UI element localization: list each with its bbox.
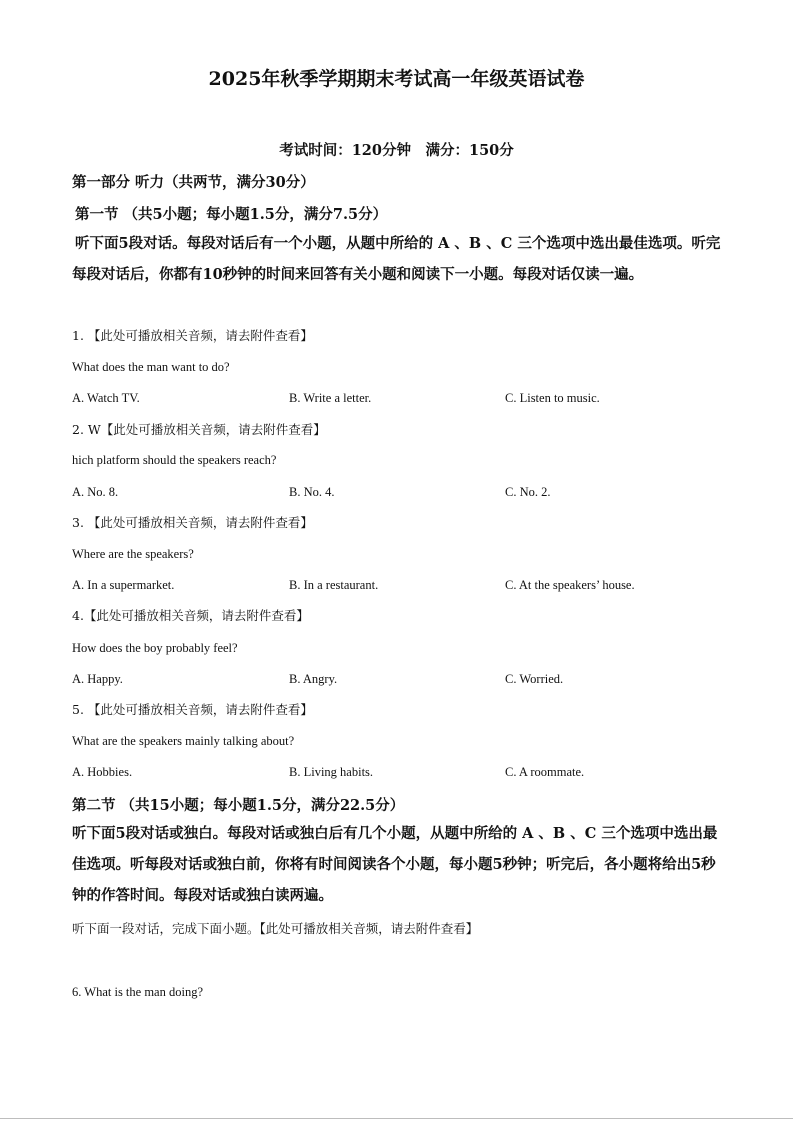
exam-info: 考试时间：120分钟 满分：150分	[279, 142, 514, 159]
q1-option-c: C. Listen to music.	[505, 391, 600, 405]
q3-option-a: A. In a supermarket.	[72, 578, 175, 592]
q4-option-c: C. Worried.	[505, 672, 564, 686]
q1-option-b: B. Write a letter.	[289, 391, 372, 405]
q4-audio-note: 4.【此处可播放相关音频，请去附件查看】	[72, 608, 309, 623]
q5-option-b: B. Living habits.	[289, 765, 374, 779]
q2-stem: hich platform should the speakers reach?	[72, 453, 277, 467]
q4-option-b: B. Angry.	[289, 672, 338, 686]
q1-stem: What does the man want to do?	[72, 360, 230, 374]
q4-option-a: A. Happy.	[72, 672, 123, 686]
part1-heading: 第一部分 听力（共两节，满分30分）	[72, 174, 315, 191]
section1-heading: 第一节 （共5小题；每小题1.5分，满分7.5分）	[75, 206, 388, 223]
q3-stem: Where are the speakers?	[72, 547, 194, 561]
q4-stem: How does the boy probably feel?	[72, 641, 238, 655]
q3-audio-note: 3. 【此处可播放相关音频，请去附件查看】	[72, 515, 313, 530]
q2-option-c: C. No. 2.	[505, 485, 551, 499]
section1-instructions: 听下面5段对话。每段对话后有一个小题，从题中所给的 A 、B 、C 三个选项中选出最佳选项。听完每段对话后，你都有10秒钟的时间来回答有关小题和阅读下一小题。每段对话仅读一遍。	[72, 235, 721, 283]
q5-stem: What are the speakers mainly talking about?	[72, 734, 295, 748]
q2-option-b: B. No. 4.	[289, 485, 335, 499]
listen-prompt: 听下面一段对话，完成下面小题。【此处可播放相关音频，请去附件查看】	[72, 921, 479, 936]
q3-option-c: C. At the speakers’ house.	[505, 578, 635, 592]
page-title: 2025年秋季学期期末考试高一年级英语试卷	[208, 68, 585, 90]
section2-heading: 第二节 （共15小题；每小题1.5分，满分22.5分）	[72, 797, 405, 814]
q5-audio-note: 5. 【此处可播放相关音频，请去附件查看】	[72, 702, 313, 717]
q5-option-a: A. Hobbies.	[72, 765, 133, 779]
q2-audio-note: 2. W【此处可播放相关音频，请去附件查看】	[72, 422, 326, 437]
q1-option-a: A. Watch TV.	[72, 391, 140, 405]
q6-stem: 6. What is the man doing?	[72, 985, 203, 999]
q2-option-a: A. No. 8.	[72, 485, 119, 499]
q1-audio-note: 1. 【此处可播放相关音频，请去附件查看】	[72, 328, 313, 343]
section2-instructions: 听下面5段对话或独白。每段对话或独白后有几个小题，从题中所给的 A 、B 、C 三个选项中选出最佳选项。听每段对话或独白前，你将有时间阅读各个小题，每小题5秒钟；听完后，各小题将给出5秒钟的作答时间。每段对话或独白读两遍。	[72, 825, 718, 904]
page-bottom-rule	[0, 1118, 793, 1119]
q3-option-b: B. In a restaurant.	[289, 578, 379, 592]
q5-option-c: C. A roommate.	[505, 765, 585, 779]
